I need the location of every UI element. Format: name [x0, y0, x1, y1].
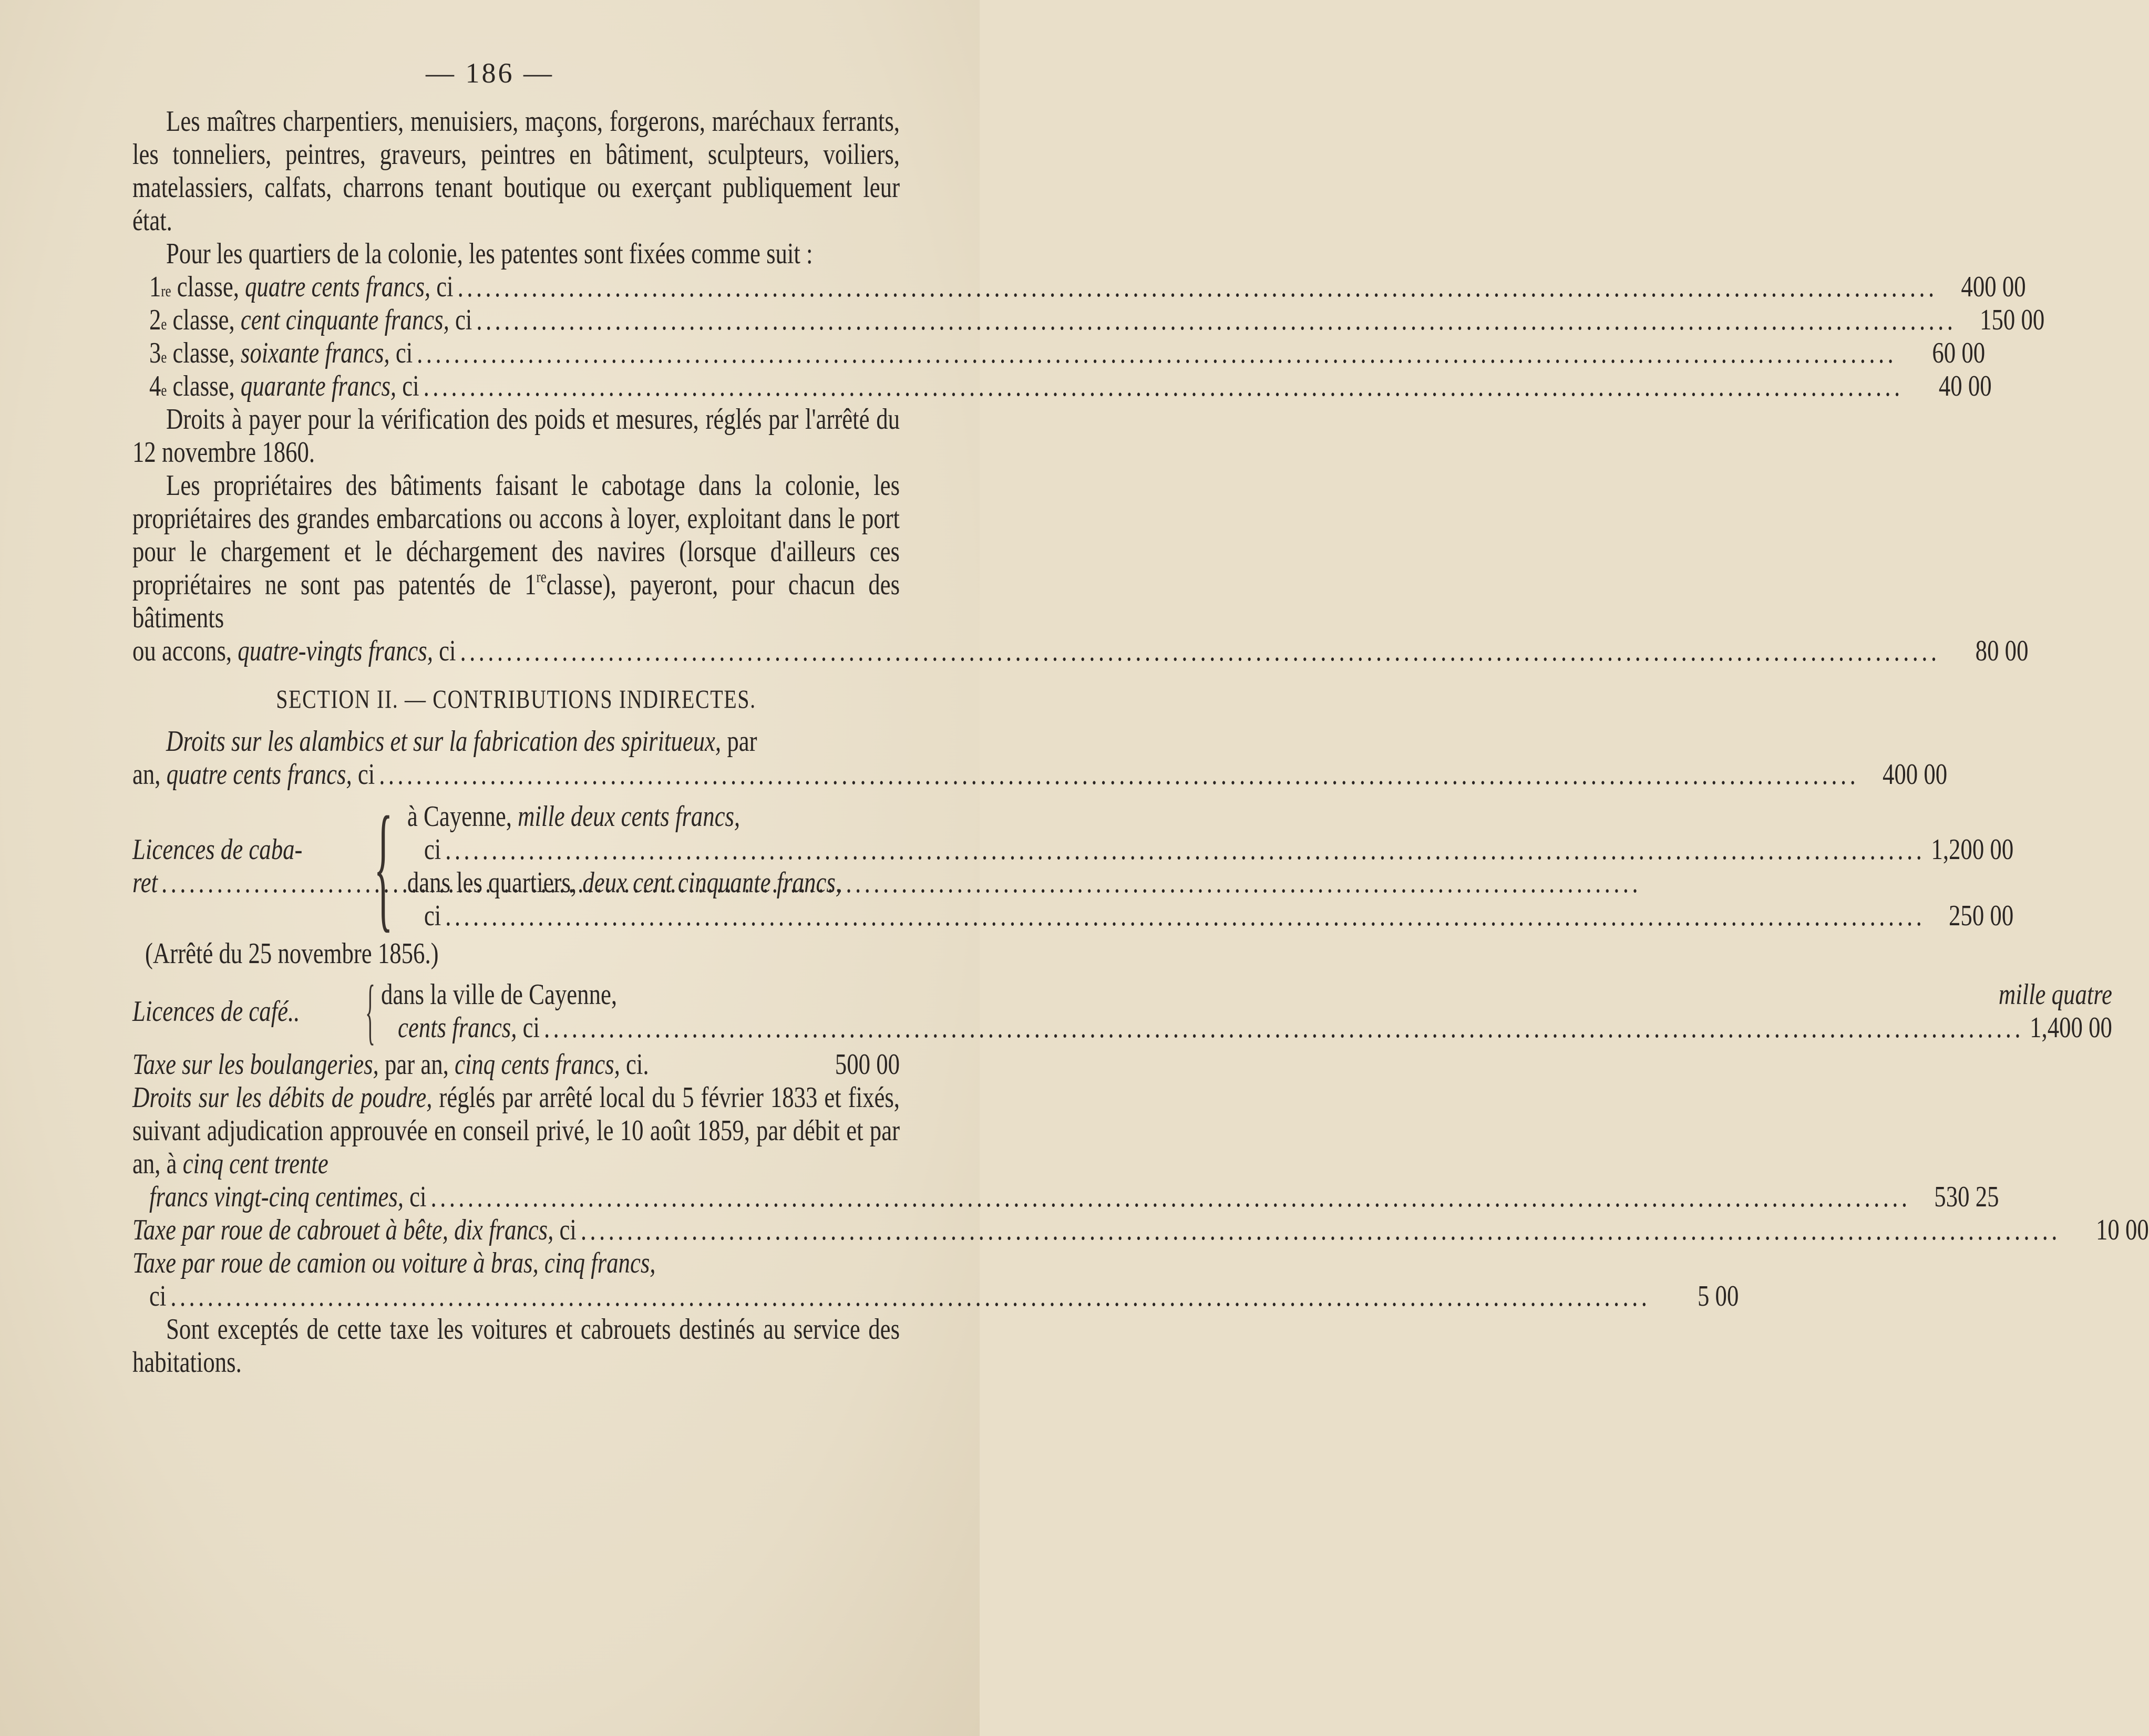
- class-row-1: 1 re classe, quatre cents francs, ci ..... 400 00: [132, 271, 900, 304]
- cabaret-licences: [132, 788, 2014, 945]
- class-amount: 150 00: [1980, 304, 2045, 336]
- alambics-title: Droits sur les alambics et sur la fabrication des spiritueux,: [166, 725, 722, 758]
- cafe-label: Licences de café..: [132, 995, 300, 1028]
- boulangeries-title: Taxe sur les boulangeries,: [132, 1048, 379, 1081]
- dot-leader: [458, 271, 1938, 304]
- class-amount-words: cent cinquante francs,: [240, 304, 449, 336]
- dot-leader: [170, 1280, 1650, 1313]
- cafe-licences: [132, 970, 2112, 1052]
- cabaret-label-line1: Licences de caba-: [132, 833, 303, 866]
- class-amount-words: quarante francs,: [240, 370, 397, 402]
- poudre-text: réglés par arrêté local du 5 février 1833 et fixés, suivant adjudication approuvée en conseil privé, le 10 août 1859, par débit et par an, à: [132, 1081, 900, 1180]
- ci-label: ci: [395, 337, 413, 369]
- dot-leader: [431, 1181, 1911, 1214]
- ci-label: ci: [424, 900, 441, 932]
- class-suffix: re: [536, 567, 547, 586]
- ci-label: ci: [436, 271, 454, 303]
- class-word: classe,: [177, 271, 239, 303]
- cabaret-quartiers-words: deux cent cinquante francs,: [582, 866, 841, 899]
- cafe-words-cont: cents francs,: [397, 1011, 517, 1044]
- dot-leader: [445, 900, 1925, 933]
- cafe-words: mille quatre: [1998, 978, 2112, 1011]
- cabaret-label-text: ret: [132, 866, 158, 899]
- class-amount: 60 00: [1932, 337, 1986, 369]
- class-amount: 400 00: [1961, 271, 2026, 303]
- paragraph-exceptions: Sont exceptés de cette taxe les voitures et cabrouets destinés au service des habitations.: [132, 1313, 900, 1379]
- page-text: [132, 105, 2149, 1379]
- dot-leader: [460, 635, 1940, 668]
- alambics-amount-words: quatre cents francs,: [166, 758, 352, 791]
- poudre-amount: 530 25: [1934, 1181, 1999, 1213]
- class-word: classe,: [172, 337, 235, 369]
- cabaret-cayenne-line1: [407, 800, 2013, 833]
- poudre-words: cinq cent trente: [182, 1148, 328, 1180]
- arrete-1856: (Arrêté du 25 novembre 1856.): [145, 937, 439, 970]
- alambics-amount: 400 00: [1882, 758, 1948, 791]
- ci-label: ci: [409, 1181, 427, 1213]
- section-heading: SECTION II. — CONTRIBUTIONS INDIRECTES.: [276, 684, 756, 714]
- ci-label: ci.: [626, 1048, 649, 1081]
- paragraph-cabotage: [132, 469, 900, 635]
- camion-line: [132, 1247, 900, 1280]
- class-row-3: 3 e classe, soixante francs, ci ..... 60 00: [132, 337, 900, 370]
- dot-leader: [424, 370, 1904, 403]
- ci-label: ci: [357, 758, 375, 791]
- class-number: 3: [149, 337, 161, 369]
- class-number: 1: [149, 271, 161, 303]
- dot-leader: [417, 337, 1897, 370]
- paragraph-alambics: [132, 725, 900, 758]
- cabaret-label: [132, 800, 359, 933]
- cabotage-amount: 80 00: [1975, 635, 2029, 667]
- cabotage-amount-words: quatre-vingts francs,: [238, 635, 433, 667]
- class-row-4: 4 e classe, quarante francs, ci ..... 40 00: [132, 370, 900, 403]
- cabrouet-amount: 10 00: [2096, 1214, 2149, 1246]
- cabaret-cayenne-prefix: à Cayenne,: [407, 800, 512, 833]
- boulangeries-words: cinq cents francs,: [455, 1048, 620, 1081]
- class-amount: 40 00: [1938, 370, 1992, 402]
- cabaret-cayenne-amount-row: [407, 833, 2013, 866]
- cabaret-cayenne-amount: 1,200 00: [1931, 833, 2014, 866]
- cabotage-text: Les propriétaires des bâtiments faisant le cabotage dans la colonie, les propriétaires des grandes embarcations ou accons à loyer, exploitant dans le port pour le chargement et le déchargement des navires (lorsque d'ailleurs ces propriétaires ne sont pas patentés de 1: [132, 469, 900, 601]
- cafe-amount: 1,400 00: [2030, 1011, 2112, 1044]
- dot-leader: [379, 758, 1859, 791]
- cabotage-text-end: classe), payeront, pour chacun des bâtiments: [132, 569, 900, 634]
- dot-leader: [581, 1214, 2061, 1247]
- poudre-amount-row: [132, 1181, 1999, 1214]
- cafe-prefix: dans la ville de Cayenne,: [381, 978, 618, 1011]
- class-word: classe,: [172, 370, 235, 402]
- cabotage-amount-row: [132, 635, 2029, 668]
- ci-label: ci: [149, 1280, 167, 1313]
- cabaret-cayenne-words: mille deux cents francs,: [518, 800, 741, 833]
- ci-label: ci: [559, 1214, 577, 1246]
- ci-label: ci: [402, 370, 419, 402]
- ci-label: ci: [439, 635, 456, 667]
- alambics-prefix: an,: [132, 758, 161, 791]
- camion-amount: 5 00: [1697, 1280, 1739, 1313]
- class-row-2: 2 e classe, cent cinquante francs, ci ..... 150 00: [132, 304, 900, 337]
- class-word: classe,: [172, 304, 235, 336]
- class-list: [132, 271, 2045, 403]
- ci-label: ci: [522, 1011, 540, 1044]
- class-number: 2: [149, 304, 161, 336]
- camion-text: Taxe par roue de camion ou voiture à bras, cinq francs,: [132, 1247, 656, 1279]
- cabaret-quartiers-amount: 250 00: [1949, 900, 2014, 932]
- cabrouet-row: [132, 1214, 2149, 1247]
- boulangeries-row: [132, 1048, 900, 1081]
- brace-icon: {: [374, 788, 393, 945]
- ci-label: ci: [455, 304, 472, 336]
- cafe-entries: [381, 978, 2112, 1045]
- paragraph-poudre: [132, 1081, 900, 1181]
- page-number: — 186 —: [426, 57, 554, 89]
- brace-icon: {: [365, 970, 375, 1052]
- class-amount-words: soixante francs,: [240, 337, 390, 369]
- paragraph-poids-mesures: Droits à payer pour la vérification des poids et mesures, réglés par l'arrêté du 12 novembre 1860.: [132, 403, 900, 469]
- poudre-title: Droits sur les débits de poudre,: [132, 1081, 433, 1114]
- cabaret-quartiers-amount-row: [407, 900, 2013, 933]
- paragraph-trades: Les maîtres charpentiers, menuisiers, maçons, forgerons, maréchaux ferrants, les tonneliers, peintres, graveurs, peintres en bâtiment, sculpteurs, voiliers, matelassiers, calfats, charrons tenant boutique ou exerçant publiquement leur état.: [132, 105, 900, 237]
- cabaret-quartiers-line1: [407, 866, 2013, 900]
- dot-leader: [476, 304, 1956, 337]
- alambics-text: par: [727, 725, 757, 758]
- dot-leader: [445, 833, 1925, 866]
- class-amount-words: quatre cents francs,: [245, 271, 431, 303]
- cabaret-label-line2: [132, 866, 359, 900]
- cabotage-prefix: ou accons,: [132, 635, 232, 667]
- paragraph-quartiers: Pour les quartiers de la colonie, les patentes sont fixées comme suit :: [166, 237, 813, 270]
- class-number: 4: [149, 370, 161, 402]
- cabaret-quartiers-prefix: dans les quartiers,: [407, 866, 577, 899]
- camion-amount-row: [132, 1280, 1739, 1313]
- alambics-amount-row: [132, 758, 1948, 791]
- cabaret-entries: [407, 800, 2013, 933]
- cafe-line1: [381, 978, 2112, 1011]
- dot-leader: [544, 1011, 2024, 1045]
- boulangeries-prefix: par an,: [384, 1048, 449, 1081]
- cafe-amount-row: [381, 1011, 2112, 1045]
- boulangeries-amount: 500 00: [835, 1048, 900, 1081]
- ci-label: ci: [424, 833, 441, 866]
- poudre-words-cont: francs vingt-cinq centimes,: [149, 1181, 404, 1213]
- cabrouet-text: Taxe par roue de cabrouet à bête, dix francs,: [132, 1214, 554, 1246]
